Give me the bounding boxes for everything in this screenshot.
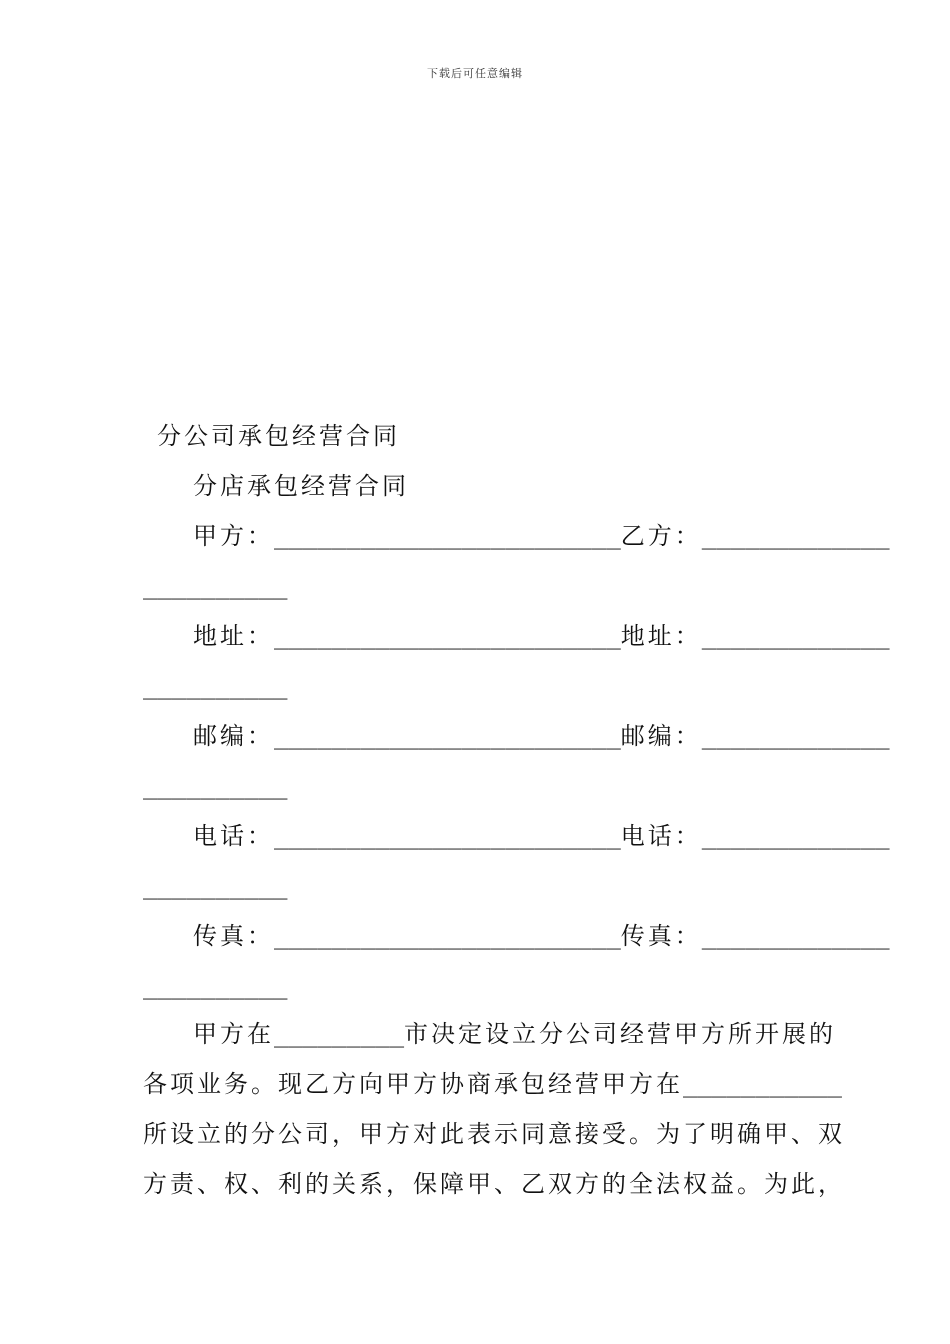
paragraph-line-2 — [143, 1068, 950, 1100]
field-label-fax-b: 传真： — [620, 922, 702, 950]
blank-fax-b-wrap: __________ — [143, 972, 288, 1000]
blank-phone-b: _____________ — [701, 822, 890, 850]
field-label-party-a: 甲方： — [193, 522, 274, 550]
blank-address-b-wrap: __________ — [143, 672, 288, 700]
document-title: 分公司承包经营合同 — [157, 422, 400, 450]
blank-phone-a: ________________________ — [274, 822, 621, 850]
field-label-party-b: 乙方： — [620, 522, 702, 550]
paragraph-text: 各项业务。现乙方向甲方协商承包经营甲方在 — [143, 1070, 683, 1098]
paragraph-line-3: 所设立的分公司，甲方对此表示同意接受。为了明确甲、双 — [143, 1120, 845, 1148]
blank-postcode-a: ________________________ — [274, 722, 621, 750]
field-row-fax — [193, 920, 950, 952]
blank-postcode-b-wrap: __________ — [143, 772, 288, 800]
header-note: 下载后可任意编辑 — [427, 67, 523, 80]
paragraph-text: 甲方在 — [193, 1020, 274, 1048]
field-label-postcode-a: 邮编： — [193, 722, 274, 750]
blank-party-b: _____________ — [701, 522, 890, 550]
paragraph-text: 市决定设立分公司经营甲方所开展的 — [404, 1020, 837, 1048]
blank-fax-a: ________________________ — [274, 922, 621, 950]
blank-party-a: ________________________ — [274, 522, 621, 550]
blank-phone-b-wrap: __________ — [143, 872, 288, 900]
field-row-postcode-wrap — [143, 770, 950, 802]
blank-address-a: ________________________ — [274, 622, 621, 650]
field-row-phone — [193, 820, 950, 852]
field-row-address-wrap — [143, 670, 950, 702]
paragraph-line-4: 方责、权、利的关系，保障甲、乙双方的全法权益。为此， — [143, 1170, 845, 1198]
blank-city: _________ — [274, 1020, 405, 1048]
blank-fax-b: _____________ — [701, 922, 890, 950]
field-row-address — [193, 620, 950, 652]
field-row-fax-wrap — [143, 970, 950, 1002]
document-subtitle: 分店承包经营合同 — [193, 472, 409, 500]
field-label-phone-b: 电话： — [620, 822, 702, 850]
blank-party-b-wrap: __________ — [143, 572, 288, 600]
paragraph-line-1 — [193, 1018, 950, 1050]
blank-address-b: _____________ — [701, 622, 890, 650]
field-row-party — [193, 520, 950, 552]
field-label-phone-a: 电话： — [193, 822, 274, 850]
field-label-address-b: 地址： — [620, 622, 702, 650]
field-label-address-a: 地址： — [193, 622, 274, 650]
field-label-fax-a: 传真： — [193, 922, 274, 950]
blank-location: ___________ — [683, 1070, 842, 1098]
field-label-postcode-b: 邮编： — [620, 722, 702, 750]
field-row-postcode — [193, 720, 950, 752]
field-row-phone-wrap — [143, 870, 950, 902]
field-row-party-wrap — [143, 570, 950, 602]
blank-postcode-b: _____________ — [701, 722, 890, 750]
